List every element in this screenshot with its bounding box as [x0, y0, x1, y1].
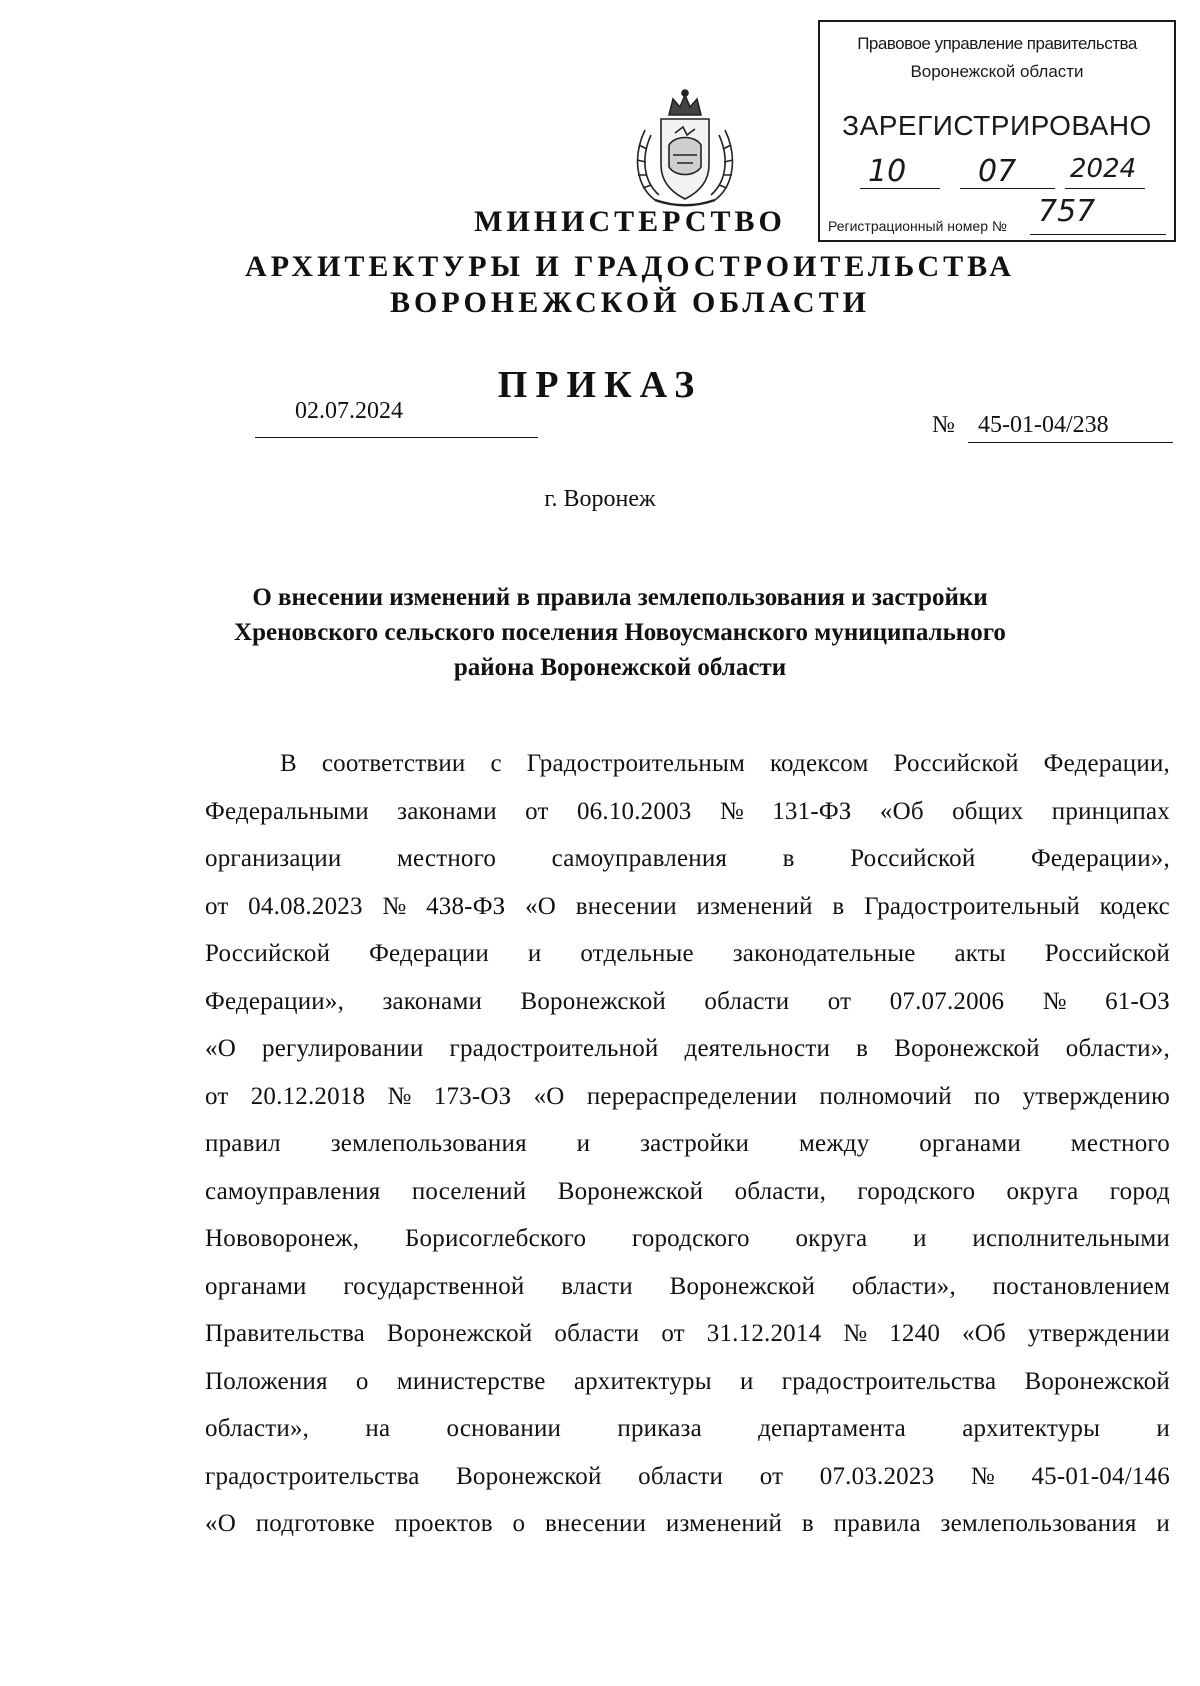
order-subject-line-3: района Воронежской области — [453, 654, 787, 681]
stamp-reg-number-label: Регистрационный номер № — [828, 218, 1007, 234]
ministry-name-line-3: ВОРОНЕЖСКОЙ ОБЛАСТИ — [390, 286, 870, 319]
body-line: Положения о министерстве архитектуры и градостроительства Воронежской — [205, 1367, 1170, 1395]
body-line: Правительства Воронежской области от 31.12.2014 № 1240 «Об утверждении — [205, 1320, 1170, 1347]
coat-of-arms-icon — [625, 85, 745, 210]
document-type-title: ПРИКАЗ — [497, 364, 703, 406]
order-subject — [180, 580, 1060, 685]
stamp-region-line: Воронежской области — [910, 62, 1084, 81]
body-line: «О подготовке проектов о внесении изменений в правила землепользования и — [205, 1510, 1170, 1537]
order-number: 45-01-04/238 — [978, 412, 1109, 438]
body-line: самоуправления поселений Воронежской области, городского округа город — [205, 1177, 1170, 1205]
body-line: В соответствии с Градостроительным кодексом Российской Федерации, — [280, 750, 1170, 777]
ministry-name-line-2: АРХИТЕКТУРЫ И ГРАДОСТРОИТЕЛЬСТВА — [245, 250, 1015, 283]
order-date-underline — [255, 437, 538, 438]
body-line: Российской Федерации и отдельные законодательные акты Российской — [205, 940, 1170, 967]
order-number-underline — [968, 442, 1173, 443]
order-number-sign: № — [932, 412, 955, 438]
body-line: «О регулировании градостроительной деятельности в Воронежской области», — [205, 1035, 1170, 1062]
order-date-value: 02.07.2024 — [295, 398, 403, 424]
order-subject-line-2: Хреновского сельского поселения Новоусманского муниципального — [234, 619, 1006, 646]
body-line: организации местного самоуправления в Российской Федерации», — [205, 845, 1170, 872]
order-date — [255, 398, 535, 425]
stamp-date-year: 2024 — [1070, 154, 1137, 184]
stamp-date-day: 10 — [868, 154, 907, 189]
body-line: органами государственной власти Воронежской области», постановлением — [205, 1272, 1170, 1300]
body-line: правил землепользования и застройки между органами местного — [205, 1130, 1170, 1157]
order-subject-line-1: О внесении изменений в правила землепользования и застройки — [252, 584, 988, 611]
order-body-text — [205, 740, 1170, 1548]
stamp-reg-number: 757 — [1038, 194, 1096, 229]
body-line: Федеральными законами от 06.10.2003 № 131-ФЗ «Об общих принципах — [205, 797, 1170, 825]
stamp-date — [860, 152, 1160, 194]
ministry-name-line-1: МИНИСТЕРСТВО — [474, 205, 786, 238]
city-label: г. Воронеж — [544, 486, 656, 512]
body-line: области», на основании приказа департамента архитектуры и — [205, 1415, 1170, 1442]
body-line: градостроительства Воронежской области от 07.03.2023 № 45-01-04/146 — [205, 1462, 1170, 1490]
body-line: от 20.12.2018 № 173-ОЗ «О перераспределении полномочий по утверждению — [205, 1082, 1170, 1110]
body-line: от 04.08.2023 № 438-ФЗ «О внесении изменений в Градостроительный кодекс — [205, 892, 1170, 920]
stamp-authority-line: Правовое управление правительства — [857, 34, 1137, 53]
stamp-date-month: 07 — [978, 154, 1017, 189]
stamp-registered-label: ЗАРЕГИСТРИРОВАНО — [842, 110, 1152, 141]
body-line: Федерации», законами Воронежской области от 07.07.2006 № 61-ОЗ — [205, 987, 1170, 1015]
body-line: Нововоронеж, Борисоглебского городского округа и исполнительными — [205, 1225, 1170, 1252]
